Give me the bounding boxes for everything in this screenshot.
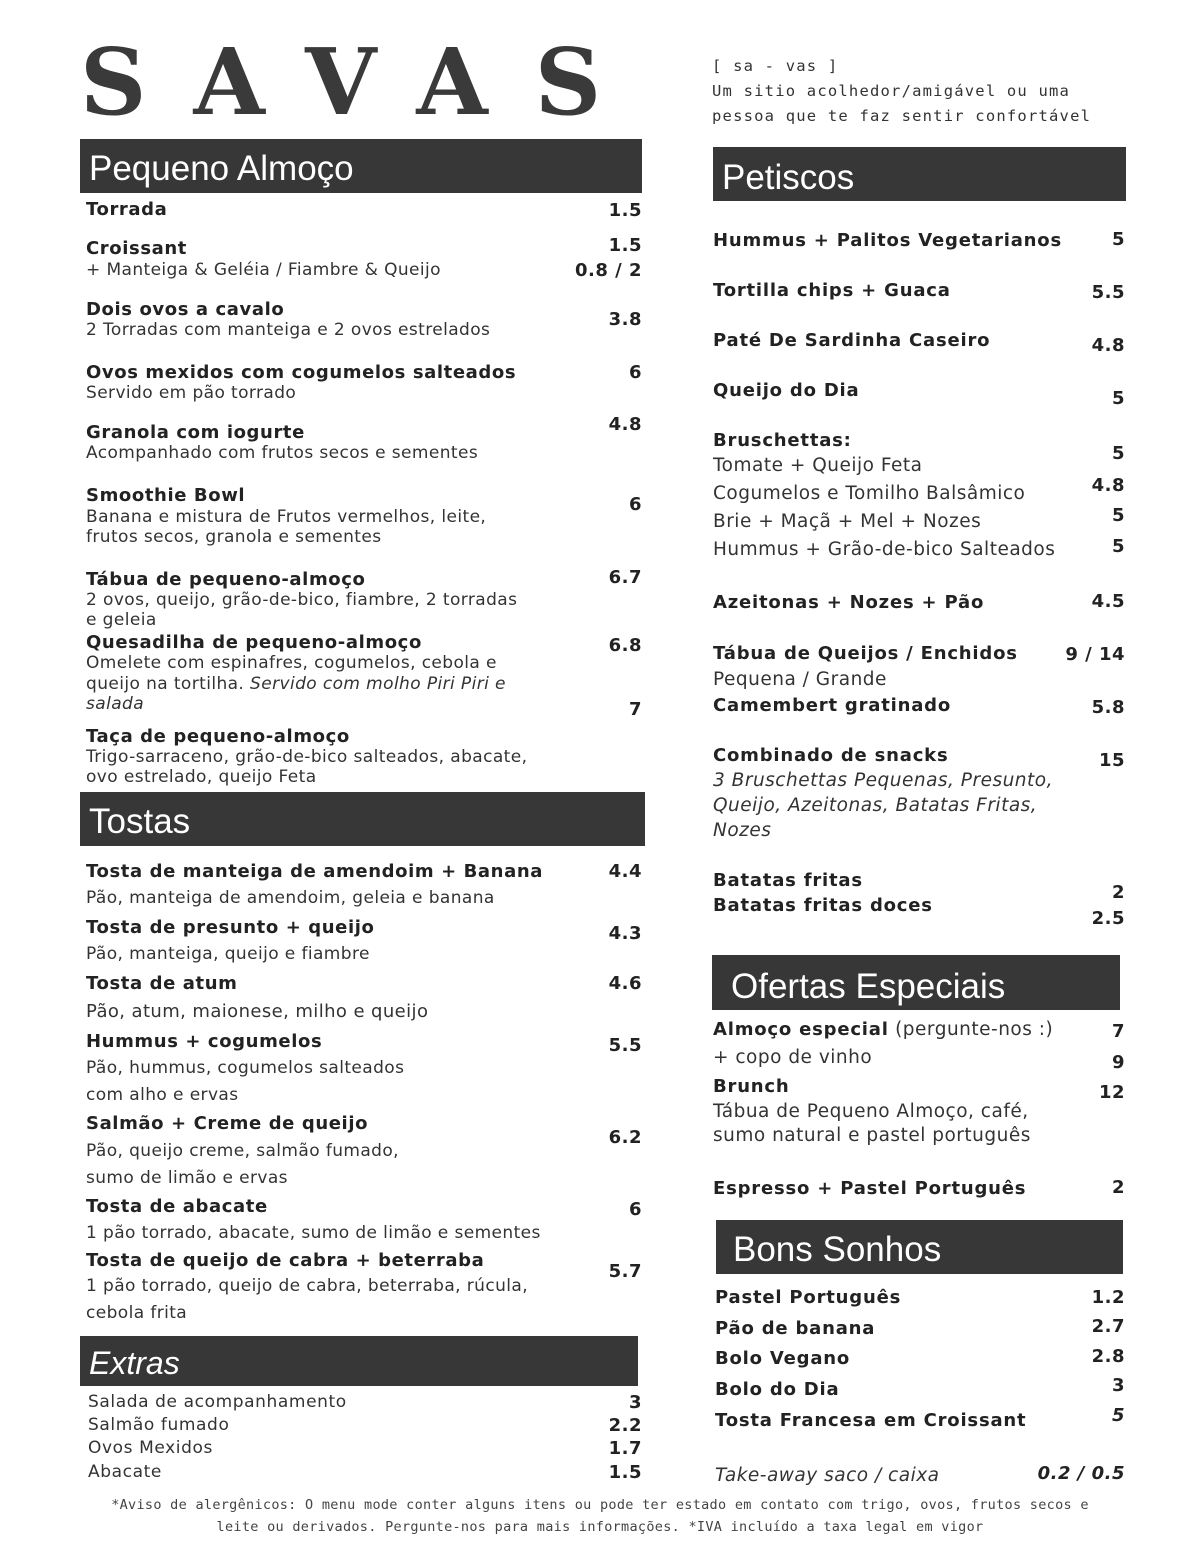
menu-item-note: (pergunte-nos :) [888, 1019, 1054, 1040]
menu-item-name: Tosta de abacate [86, 1196, 268, 1217]
extra-item-price: 2.2 [608, 1415, 642, 1436]
menu-item-name: Hummus + cogumelos [86, 1031, 323, 1052]
menu-item-price: 3.8 [608, 309, 642, 330]
desc-text: queijo na tortilha. [86, 674, 251, 694]
menu-item-price: 5 [1111, 505, 1125, 526]
section-title: Extras [89, 1345, 180, 1381]
menu-item-name: Almoço especial [713, 1019, 889, 1040]
extra-item-price: 3 [628, 1392, 642, 1413]
menu-item-name: Granola com iogurte [86, 422, 305, 443]
menu-item-price: 1.5 [608, 235, 642, 256]
allergen-notice [0, 1494, 1200, 1538]
menu-item-desc: Pão, queijo creme, salmão fumado, [86, 1141, 399, 1161]
menu-item-price: 4.8 [608, 414, 642, 435]
menu-item-price: 6 [628, 362, 642, 383]
menu-item-price: 4.8 [1091, 475, 1125, 496]
menu-item-desc: Omelete com espinafres, cogumelos, cebola e [86, 653, 497, 673]
menu-item-desc: Queijo, Azeitonas, Batatas Fritas, [713, 795, 1038, 816]
menu-item-name: Croissant [86, 238, 188, 259]
menu-item-name: Tosta Francesa em Croissant [715, 1410, 1027, 1431]
menu-item-name: Quesadilha de pequeno-almoço [86, 632, 422, 653]
menu-item-price: 4.3 [608, 923, 642, 944]
definition-line: Um sitio acolhedor/amigável ou uma [712, 82, 1071, 100]
extra-item-name: Salada de acompanhamento [88, 1392, 347, 1412]
extra-item-price: 1.5 [608, 1462, 642, 1483]
menu-item-name: Dois ovos a cavalo [86, 299, 285, 320]
menu-item-desc: 1 pão torrado, abacate, sumo de limão e sementes [86, 1223, 541, 1243]
menu-item-price: 7 [628, 699, 642, 720]
menu-item-desc: Trigo-sarraceno, grão-de-bico salteados, abacate, [86, 747, 528, 767]
menu-item-price: 5.8 [1091, 697, 1125, 718]
menu-item-name: Tosta de atum [86, 973, 238, 994]
menu-item-desc: Pequena / Grande [713, 669, 887, 690]
menu-item-price: 4.4 [608, 861, 642, 882]
menu-item-name: Tosta de presunto + queijo [86, 917, 375, 938]
menu-item-name: Bolo Vegano [715, 1348, 851, 1369]
menu-item-price: 2 [1111, 882, 1125, 903]
menu-item-price: 5 [1111, 1405, 1125, 1426]
menu-item-price: 4.8 [1091, 335, 1125, 356]
takeaway-price: 0.2 / 0.5 [1037, 1463, 1125, 1484]
section-header-ofertas [712, 955, 1120, 1010]
menu-item-price: 6 [628, 494, 642, 515]
menu-item [713, 1019, 1053, 1040]
section-header-pequeno-almoco [80, 139, 642, 193]
menu-item-price: 5.5 [1091, 282, 1125, 303]
takeaway-label: Take-away saco / caixa [715, 1465, 940, 1486]
desc-note: Servido com molho Piri Piri e [250, 674, 506, 694]
menu-item-price: 6.8 [608, 635, 642, 656]
menu-item-price: 1.2 [1091, 1287, 1125, 1308]
menu-item-desc: Nozes [713, 820, 772, 841]
menu-item-name: Combinado de snacks [713, 745, 949, 766]
menu-item-name: Batatas fritas [713, 870, 863, 891]
menu-item-desc: salada [86, 694, 145, 714]
menu-item-name: Smoothie Bowl [86, 485, 246, 506]
menu-item-name: Pastel Português [715, 1287, 902, 1308]
definition-line: pessoa que te faz sentir confortável [712, 107, 1092, 125]
menu-item-price: 2.5 [1091, 908, 1125, 929]
extra-item-name: Salmão fumado [88, 1415, 230, 1435]
section-title: Tostas [89, 802, 191, 841]
section-title: Bons Sonhos [733, 1230, 942, 1269]
menu-item-price: 2.8 [1091, 1346, 1125, 1367]
menu-item-desc: sumo natural e pastel português [713, 1125, 1031, 1146]
section-header-bons-sonhos [716, 1220, 1123, 1274]
menu-item-desc: 3 Bruschettas Pequenas, Presunto, [713, 770, 1053, 791]
menu-item-name: Salmão + Creme de queijo [86, 1113, 369, 1134]
menu-item-name: Tosta de queijo de cabra + beterraba [86, 1250, 485, 1271]
menu-item-desc: cebola frita [86, 1303, 188, 1323]
pronunciation: [ sa - vas ] [712, 57, 839, 75]
section-title: Ofertas Especiais [731, 967, 1006, 1006]
extra-item-price: 1.7 [608, 1438, 642, 1459]
menu-item-desc: ovo estrelado, queijo Feta [86, 767, 317, 787]
bruschetta-option: Cogumelos e Tomilho Balsâmico [713, 483, 1026, 504]
menu-item-price: 4.5 [1091, 591, 1125, 612]
bruschetta-option: Brie + Maçã + Mel + Nozes [713, 511, 982, 532]
menu-item-price: 5 [1111, 443, 1125, 464]
menu-item-name: Ovos mexidos com cogumelos salteados [86, 362, 517, 383]
menu-item-name: Espresso + Pastel Português [713, 1178, 1027, 1199]
menu-item-price: 1.5 [608, 200, 642, 221]
menu-item-price: 2 [1111, 1177, 1125, 1198]
definition [712, 54, 1091, 129]
menu-item-price: 5 [1111, 388, 1125, 409]
menu-item-desc: sumo de limão e ervas [86, 1168, 288, 1188]
menu-item-price: 5.5 [608, 1035, 642, 1056]
menu-item-name: Pão de banana [715, 1318, 876, 1339]
menu-item-price: 0.8 / 2 [574, 260, 642, 281]
menu-item-desc: + Manteiga & Geléia / Fiambre & Queijo [86, 260, 441, 280]
menu-item-desc: frutos secos, granola e sementes [86, 527, 382, 547]
menu-item-name: Bruschettas: [713, 430, 852, 451]
menu-item-name: Queijo do Dia [713, 380, 860, 401]
footer-line: leite ou derivados. Pergunte-nos para mais informações. *IVA incluído a taxa legal em vigor [216, 1519, 984, 1535]
bruschetta-option: Tomate + Queijo Feta [713, 455, 923, 476]
menu-item-name: Brunch [713, 1076, 790, 1097]
menu-item-price: 2.7 [1091, 1316, 1125, 1337]
bruschetta-option: Hummus + Grão-de-bico Salteados [713, 539, 1056, 560]
menu-item-price: 3 [1111, 1375, 1125, 1396]
menu-item-price: 6 [628, 1199, 642, 1220]
menu-item-name: Azeitonas + Nozes + Pão [713, 592, 985, 613]
menu-item-desc [86, 674, 506, 695]
extra-item-name: Abacate [88, 1462, 162, 1482]
menu-item-price: 12 [1098, 1082, 1125, 1103]
menu-item-desc: Servido em pão torrado [86, 383, 297, 403]
menu-item-desc: Acompanhado com frutos secos e sementes [86, 443, 479, 463]
menu-item-desc: e geleia [86, 610, 157, 630]
menu-item-desc: 2 ovos, queijo, grão-de-bico, fiambre, 2 torradas [86, 590, 518, 610]
menu-item-desc: Pão, manteiga, queijo e fiambre [86, 944, 370, 964]
menu-item-desc: com alho e ervas [86, 1085, 239, 1105]
menu-item-desc: Pão, manteiga de amendoim, geleia e banana [86, 888, 495, 908]
menu-item-desc: Pão, hummus, cogumelos salteados [86, 1058, 405, 1078]
section-title: Petiscos [722, 158, 855, 197]
menu-item-price: 15 [1098, 750, 1125, 771]
menu-item-desc: Banana e mistura de Frutos vermelhos, leite, [86, 507, 487, 527]
menu-item-name: Bolo do Dia [715, 1379, 840, 1400]
menu-item-name: Taça de pequeno-almoço [86, 726, 350, 747]
extra-item-name: Ovos Mexidos [88, 1438, 213, 1458]
menu-item-name: Paté De Sardinha Caseiro [713, 330, 991, 351]
menu-item-price: 5 [1111, 536, 1125, 557]
menu-item-desc: Pão, atum, maionese, milho e queijo [86, 1001, 429, 1022]
menu-item-price: 6.2 [608, 1127, 642, 1148]
menu-item-name: Camembert gratinado [713, 695, 952, 716]
menu-item-name: Tosta de manteiga de amendoim + Banana [86, 861, 544, 882]
section-header-petiscos [713, 147, 1126, 201]
menu-item-price: 5.7 [608, 1261, 642, 1282]
menu-item-desc: + copo de vinho [713, 1047, 873, 1068]
menu-item-price: 9 [1111, 1052, 1125, 1073]
footer-line: *Aviso de alergênicos: O menu mode conter alguns itens ou pode ter estado em contato com trigo, ovos, frutos secos e [111, 1497, 1089, 1513]
menu-item-price: 5 [1111, 229, 1125, 250]
menu-item-price: 9 / 14 [1065, 644, 1125, 665]
menu-item-name: Batatas fritas doces [713, 895, 933, 916]
menu-item-desc: 1 pão torrado, queijo de cabra, beterraba, rúcula, [86, 1276, 529, 1296]
section-header-extras [80, 1336, 638, 1386]
menu-item-name: Hummus + Palitos Vegetarianos [713, 230, 1062, 251]
menu-item-price: 4.6 [608, 973, 642, 994]
section-title: Pequeno Almoço [89, 149, 354, 188]
menu-item-price: 6.7 [608, 567, 642, 588]
menu-item-name: Tábua de pequeno-almoço [86, 569, 366, 590]
section-header-tostas [80, 792, 645, 846]
menu-item-desc: 2 Torradas com manteiga e 2 ovos estrelados [86, 320, 491, 340]
menu-item-price: 7 [1111, 1021, 1125, 1042]
menu-item-desc: Tábua de Pequeno Almoço, café, [713, 1101, 1029, 1122]
menu-item-name: Torrada [86, 199, 168, 220]
logo: SAVAS [80, 28, 649, 136]
menu-item-name: Tortilla chips + Guaca [713, 280, 951, 301]
menu-item-name: Tábua de Queijos / Enchidos [713, 643, 1018, 664]
